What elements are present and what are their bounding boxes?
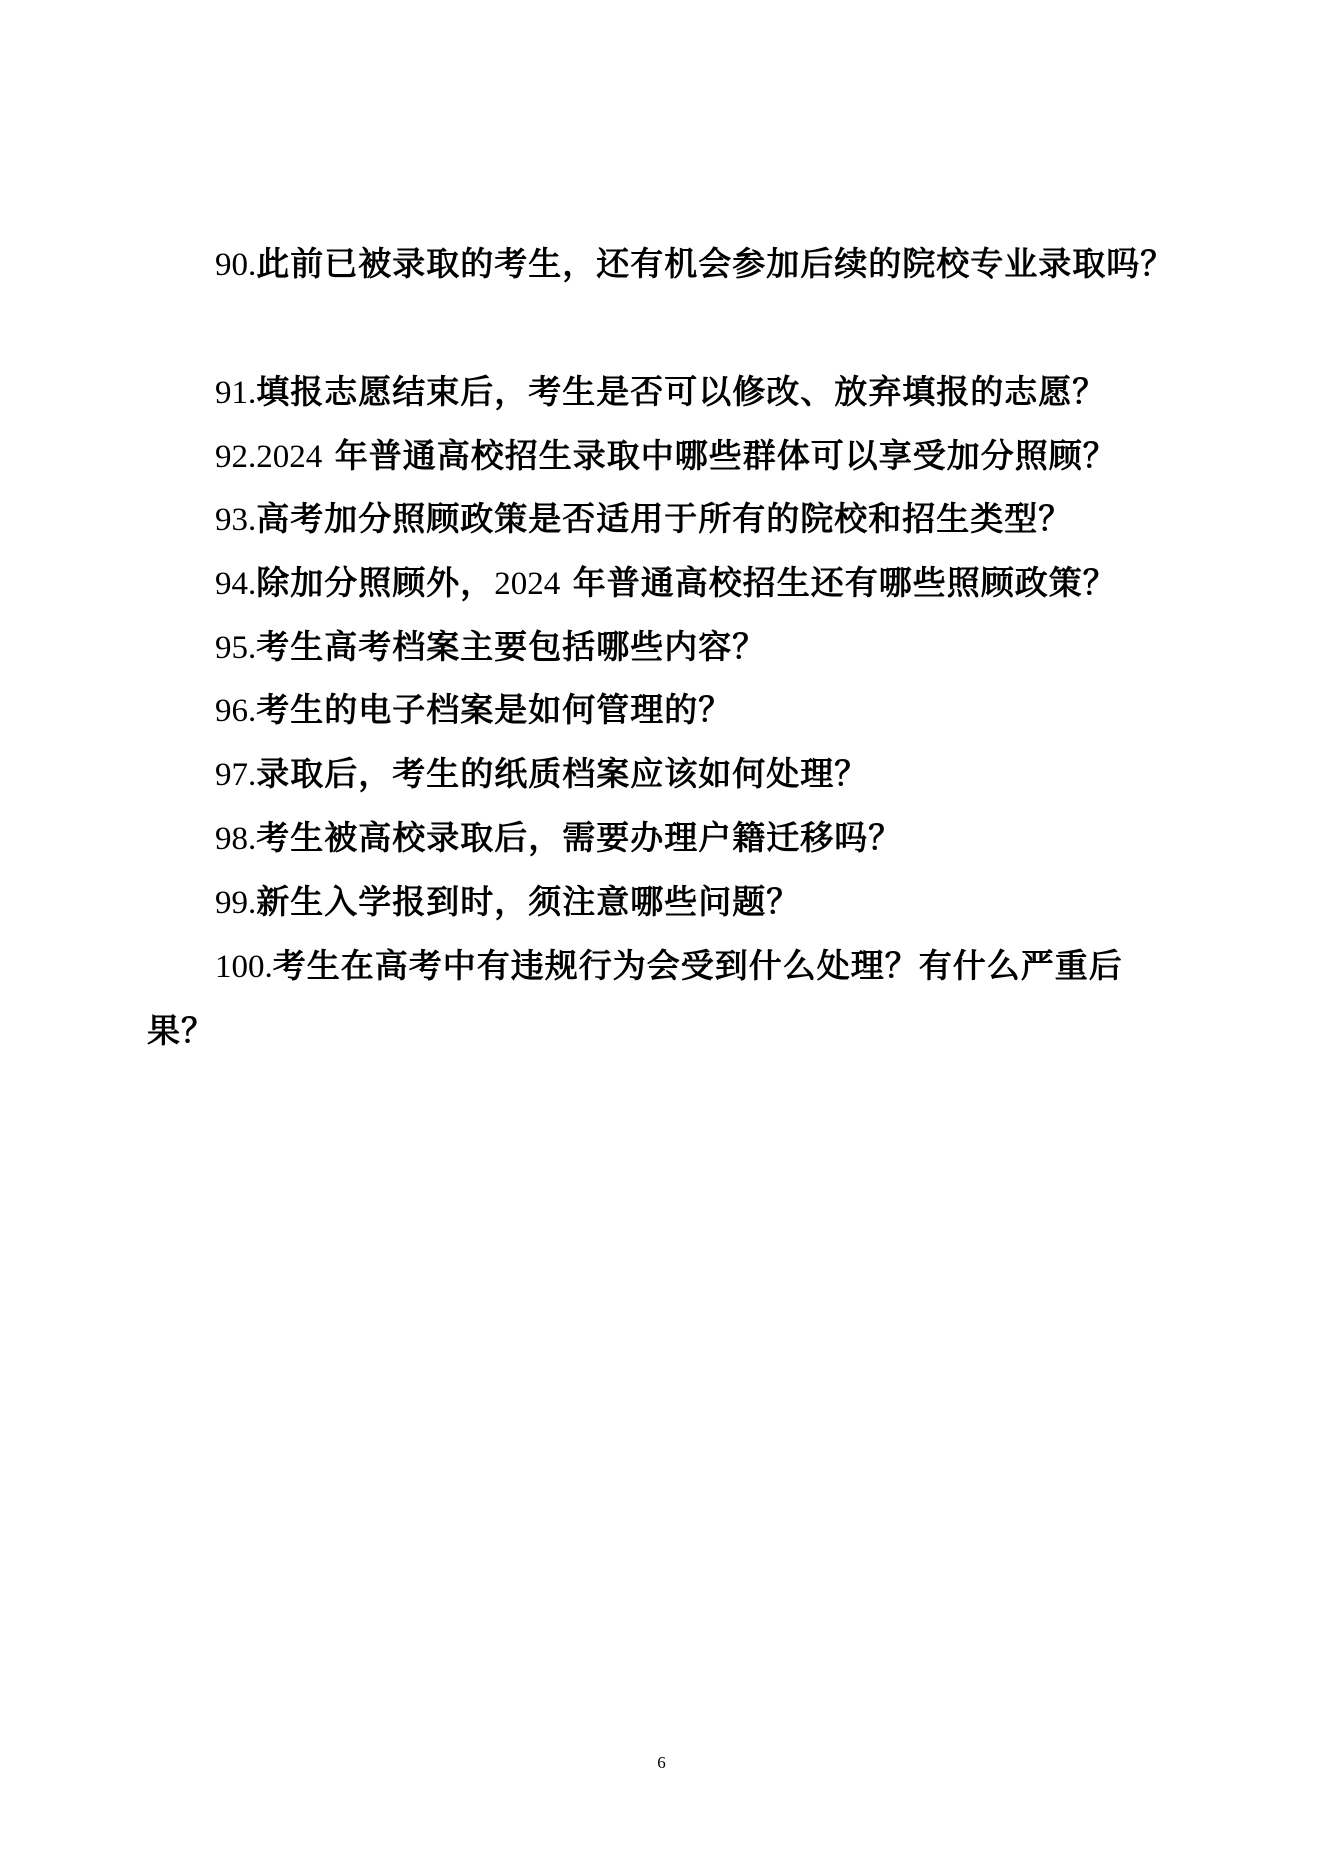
question-number: 93.	[215, 502, 257, 538]
question-text: 考生高考档案主要包括哪些内容？	[256, 627, 767, 666]
question-text-cont: 年普通高校招生还有哪些照顾政策？	[560, 563, 1117, 602]
question-text: 新生入学报到时，须注意哪些问题？	[256, 882, 801, 921]
question-number: 98.	[215, 821, 257, 857]
question-text: 填报志愿结束后，考生是否可以修改、放弃填报的志愿？	[256, 372, 1107, 411]
question-text: 考生被高校录取后，需要办理户籍迁移吗？	[256, 818, 903, 857]
question-94	[215, 563, 1117, 604]
question-98	[215, 818, 902, 859]
question-number: 90.	[215, 247, 257, 283]
question-text: 除加分照顾外，	[256, 563, 495, 602]
question-96	[215, 690, 732, 731]
question-text-cont: 果？	[147, 1011, 215, 1050]
question-92	[215, 436, 1117, 477]
question-99	[215, 882, 800, 923]
question-number: 95.	[215, 630, 257, 666]
question-number: 99.	[215, 885, 257, 921]
page-number: 6	[657, 1753, 666, 1772]
question-year: 2024	[494, 566, 561, 602]
question-93	[215, 499, 1072, 540]
question-97	[215, 754, 868, 795]
question-number: 100.	[215, 949, 273, 985]
question-91	[215, 372, 1106, 413]
question-number: 91.	[215, 375, 257, 411]
question-95	[215, 627, 766, 668]
question-text: 此前已被录取的考生，还有机会参加后续的院校专业录取吗？	[256, 244, 1175, 283]
question-number: 92.2024	[215, 439, 323, 475]
question-number: 97.	[215, 757, 257, 793]
question-text: 录取后，考生的纸质档案应该如何处理？	[256, 754, 869, 793]
question-text: 考生的电子档案是如何管理的？	[256, 690, 733, 729]
question-text: 高考加分照顾政策是否适用于所有的院校和招生类型？	[256, 499, 1073, 538]
question-100	[215, 946, 1123, 987]
question-text: 年普通高校招生录取中哪些群体可以享受加分照顾？	[322, 436, 1117, 475]
question-100-continuation	[147, 1011, 215, 1051]
question-number: 94.	[215, 566, 257, 602]
question-90	[215, 244, 1174, 285]
question-number: 96.	[215, 693, 257, 729]
question-text: 考生在高考中有违规行为会受到什么处理？有什么严重后	[272, 946, 1123, 985]
